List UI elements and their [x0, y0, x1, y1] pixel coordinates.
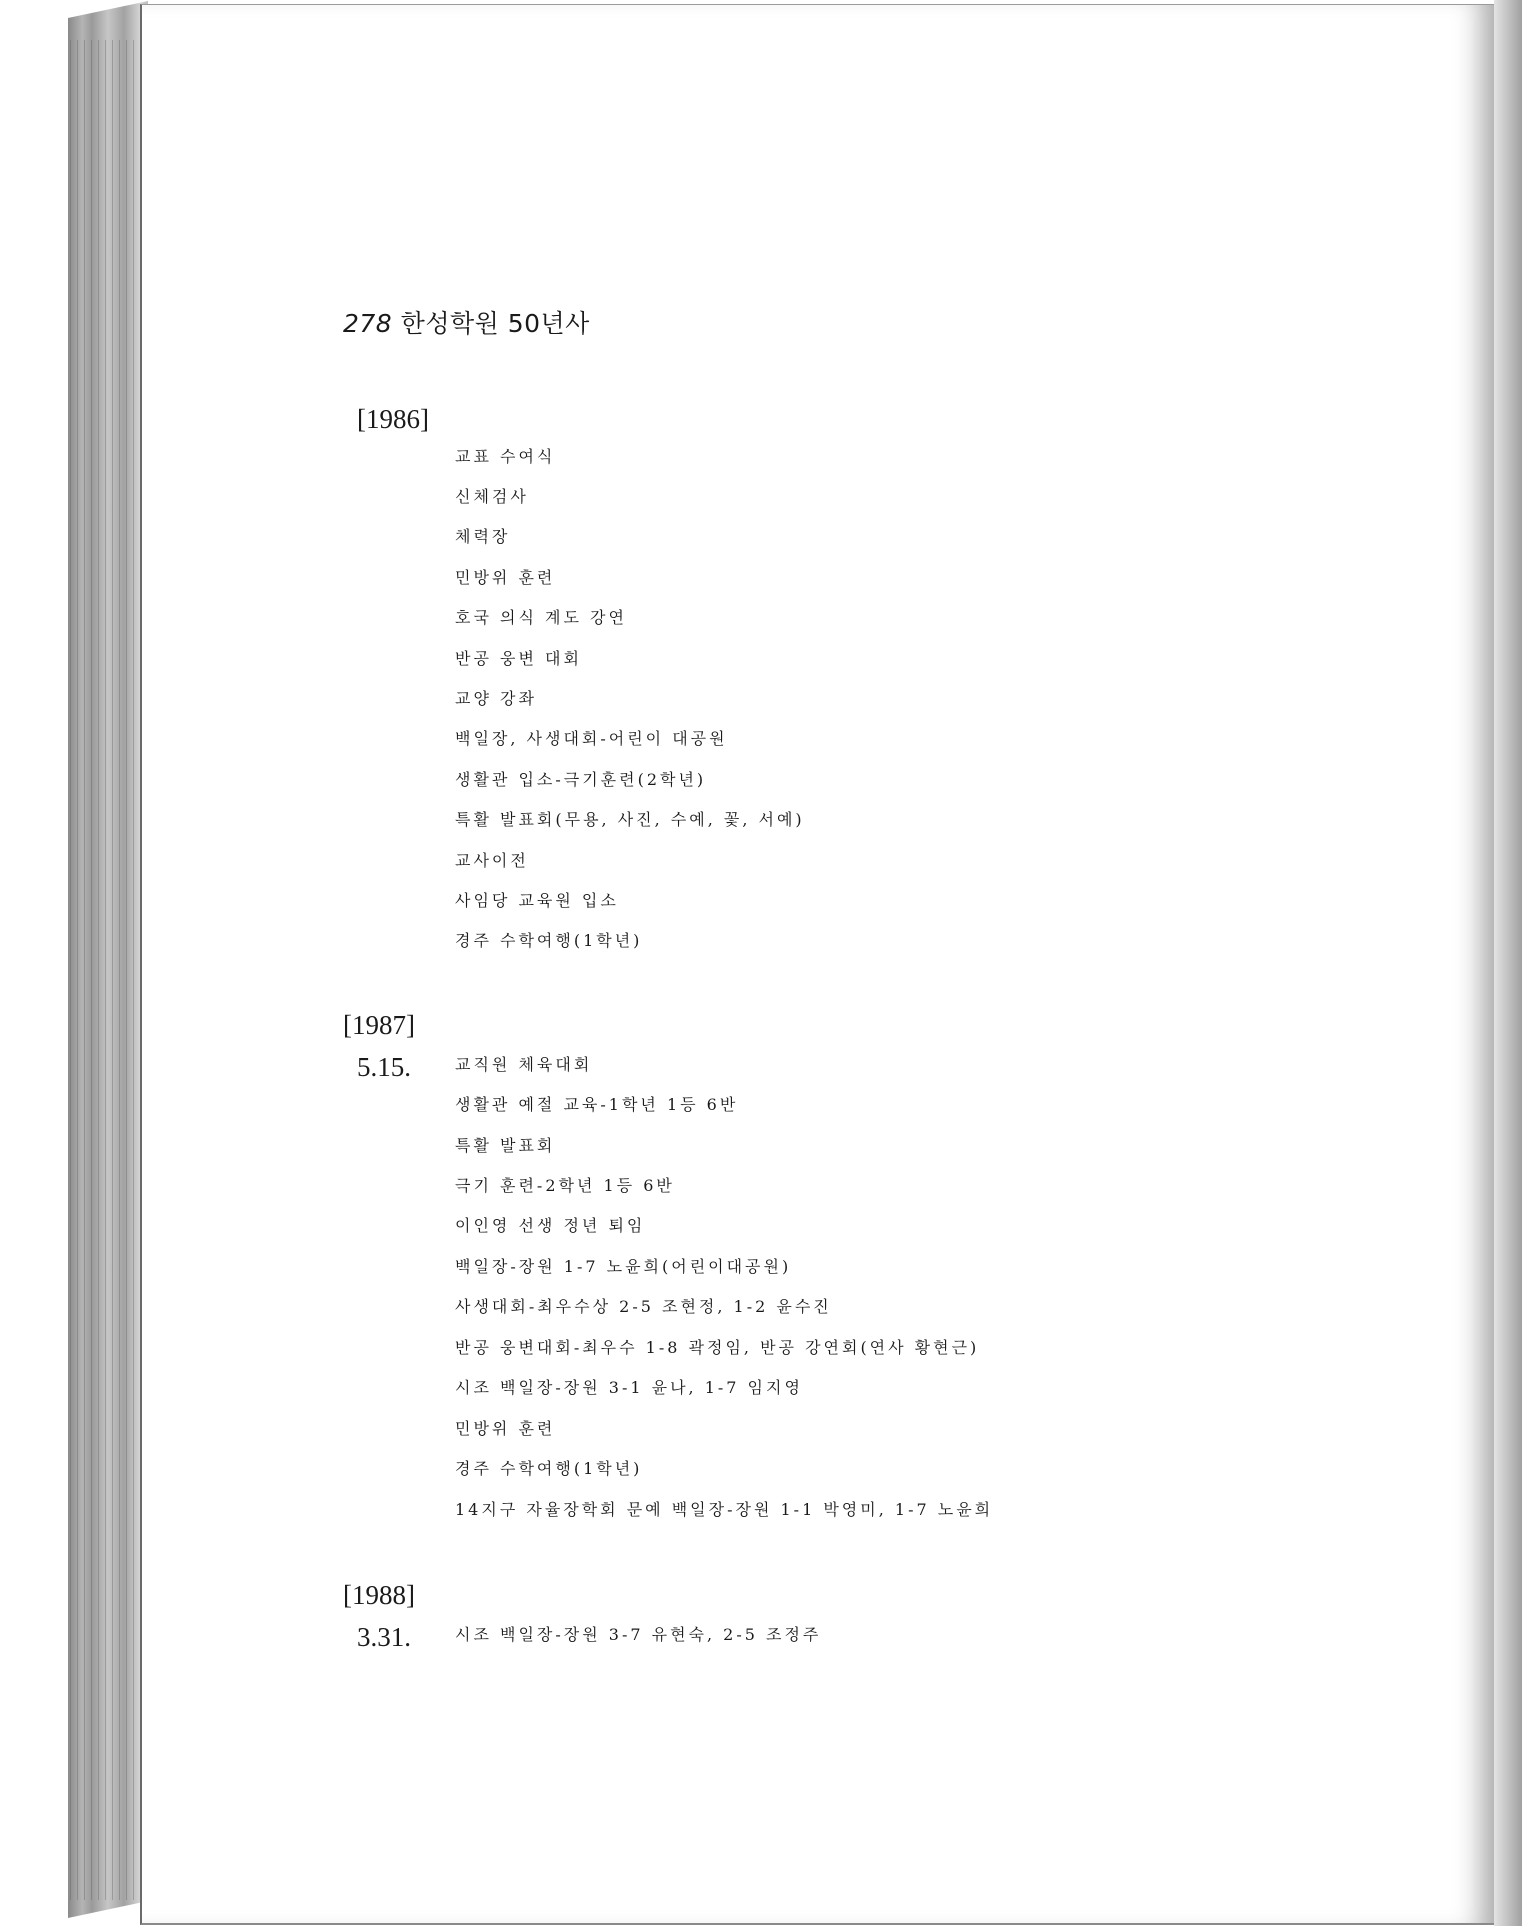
page-shadow — [1494, 0, 1522, 1926]
entry-date: 5.15. — [357, 1052, 411, 1082]
list-item: 경주 수학여행(1학년) — [455, 1459, 643, 1478]
list-item: 이인영 선생 정년 퇴임 — [455, 1216, 646, 1235]
year-heading-1986: [1986] — [357, 404, 429, 434]
year-heading-1987: [1987] — [343, 1010, 415, 1040]
page-stack-edges — [70, 40, 140, 1900]
list-item: 신체검사 — [455, 487, 529, 506]
list-item: 시조 백일장-장원 3-7 유현숙, 2-5 조정주 — [455, 1625, 822, 1644]
list-item: 교직원 체육대회 — [455, 1055, 593, 1074]
list-item: 민방위 훈련 — [455, 568, 556, 587]
list-item: 호국 의식 계도 강연 — [455, 608, 627, 627]
list-item: 백일장-장원 1-7 노윤희(어린이대공원) — [455, 1257, 792, 1276]
list-item: 극기 훈련-2학년 1등 6반 — [455, 1176, 675, 1195]
list-item: 체력장 — [455, 527, 511, 546]
list-item: 교양 강좌 — [455, 689, 537, 708]
list-item: 특활 발표회(무용, 사진, 수예, 꽃, 서예) — [455, 810, 805, 829]
year-heading-1988: [1988] — [343, 1580, 415, 1610]
list-item: 반공 웅변 대회 — [455, 649, 582, 668]
list-item: 교표 수여식 — [455, 447, 556, 466]
page-number: 278 — [343, 309, 393, 338]
list-item: 반공 웅변대회-최우수 1-8 곽정임, 반공 강연회(연사 황현근) — [455, 1338, 980, 1357]
list-item: 생활관 입소-극기훈련(2학년) — [455, 770, 707, 789]
list-item: 사임당 교육원 입소 — [455, 891, 619, 910]
list-item: 민방위 훈련 — [455, 1419, 556, 1438]
book-title: 한성학원 50년사 — [400, 309, 590, 338]
list-item: 생활관 예절 교육-1학년 1등 6반 — [455, 1095, 739, 1114]
list-item: 시조 백일장-장원 3-1 윤나, 1-7 임지영 — [455, 1378, 803, 1397]
list-item: 사생대회-최우수상 2-5 조현정, 1-2 윤수진 — [455, 1297, 832, 1316]
entry-date: 3.31. — [357, 1622, 411, 1652]
list-item: 특활 발표회 — [455, 1136, 556, 1155]
running-header — [343, 304, 590, 340]
list-item: 14지구 자율장학회 문예 백일장-장원 1-1 박영미, 1-7 노윤희 — [455, 1500, 994, 1519]
list-item: 교사이전 — [455, 851, 529, 870]
list-item: 백일장, 사생대회-어린이 대공원 — [455, 729, 728, 748]
list-item: 경주 수학여행(1학년) — [455, 931, 643, 950]
